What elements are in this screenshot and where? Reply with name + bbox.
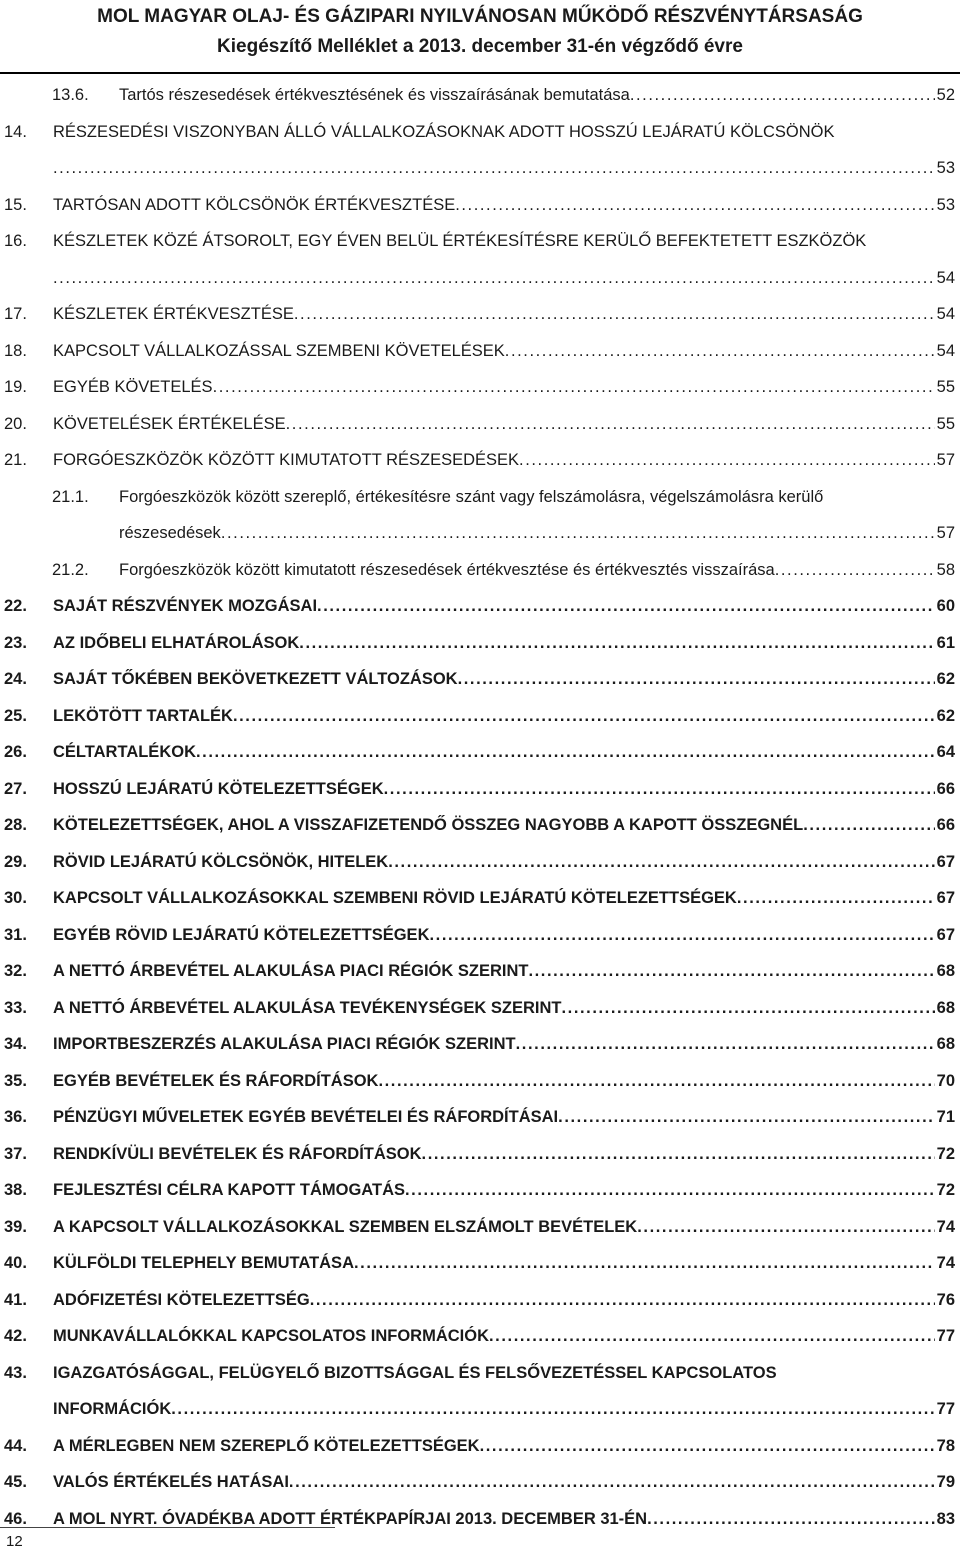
toc-entry-number: 21.2. bbox=[52, 560, 89, 579]
page-number: 12 bbox=[6, 1533, 23, 1550]
toc-entry[interactable] bbox=[0, 451, 960, 488]
toc-entry-number: 14. bbox=[4, 122, 27, 141]
toc-entry[interactable] bbox=[0, 926, 960, 963]
toc-entry[interactable] bbox=[0, 196, 960, 233]
toc-entry-number: 46. bbox=[4, 1509, 27, 1528]
toc-entry-page: 53 bbox=[936, 159, 955, 177]
toc-entry[interactable] bbox=[0, 1473, 960, 1510]
toc-entry-page: 54 bbox=[936, 305, 955, 323]
toc-entry-page: 58 bbox=[936, 560, 955, 579]
toc-entry-number: 24. bbox=[4, 670, 27, 688]
toc-entry-page: 67 bbox=[936, 852, 955, 871]
toc-leader-dots bbox=[647, 1510, 935, 1529]
document-subtitle: Kiegészítő Melléklet a 2013. december 31-én végződő évre bbox=[217, 36, 743, 57]
toc-entry-title: SAJÁT TŐKÉBEN BEKÖVETKEZETT VÁLTOZÁSOK bbox=[53, 670, 458, 688]
toc-leader-dots bbox=[233, 707, 935, 726]
toc-entry-number: 43. bbox=[4, 1363, 27, 1382]
toc-leader-dots bbox=[637, 1218, 934, 1237]
toc-leader-dots bbox=[562, 999, 935, 1018]
toc-entry-page: 66 bbox=[936, 779, 955, 798]
toc-entry-number: 30. bbox=[4, 889, 27, 907]
toc-entry-number: 22. bbox=[4, 597, 27, 615]
toc-entry-page: 66 bbox=[936, 816, 955, 834]
toc-leader-dots bbox=[299, 634, 934, 653]
toc-entry[interactable] bbox=[0, 1291, 960, 1328]
toc-leader-dots bbox=[458, 670, 935, 689]
toc-entry-page: 71 bbox=[936, 1108, 955, 1126]
toc-entry-title: KÉSZLETEK ÉRTÉKVESZTÉSE bbox=[53, 305, 294, 323]
toc-entry-page: 77 bbox=[936, 1327, 955, 1345]
toc-leader-dots bbox=[455, 196, 934, 215]
toc-leader-dots bbox=[630, 86, 935, 105]
toc-entry-number: 38. bbox=[4, 1181, 27, 1199]
toc-leader-dots bbox=[528, 962, 934, 981]
toc-entry-page: 57 bbox=[936, 451, 955, 469]
toc-entry-page: 68 bbox=[936, 1035, 955, 1053]
toc-entry-title: AZ IDŐBELI ELHATÁROLÁSOK bbox=[53, 633, 300, 652]
toc-leader-dots bbox=[171, 1400, 934, 1419]
toc-entry[interactable] bbox=[0, 561, 960, 598]
toc-leader-dots bbox=[505, 342, 935, 361]
toc-entry[interactable] bbox=[0, 999, 960, 1036]
toc-entry[interactable] bbox=[0, 1254, 960, 1291]
toc-entry-number: 20. bbox=[4, 414, 27, 433]
toc-entry-page: 55 bbox=[936, 414, 955, 433]
toc-entry-title: EGYÉB RÖVID LEJÁRATÚ KÖTELEZETTSÉGEK bbox=[53, 925, 430, 944]
toc-entry-number: 42. bbox=[4, 1327, 27, 1345]
toc-entry-title: KAPCSOLT VÁLLALKOZÁSOKKAL SZEMBENI RÖVID LEJÁRATÚ KÖTELEZETTSÉGEK bbox=[53, 889, 737, 907]
toc-entry-title: KAPCSOLT VÁLLALKOZÁSSAL SZEMBENI KÖVETELÉSEK bbox=[53, 341, 505, 360]
toc-entry-number: 33. bbox=[4, 998, 27, 1017]
toc-entry-page: 78 bbox=[936, 1436, 955, 1455]
toc-entry[interactable] bbox=[0, 305, 960, 342]
toc-entry-number: 36. bbox=[4, 1108, 27, 1126]
toc-entry-number: 18. bbox=[4, 341, 27, 360]
toc-entry-number: 40. bbox=[4, 1254, 27, 1272]
toc-entry-page: 83 bbox=[936, 1509, 955, 1528]
toc-entry[interactable] bbox=[0, 1072, 960, 1109]
toc-entry[interactable] bbox=[0, 1108, 960, 1145]
toc-entry[interactable] bbox=[0, 670, 960, 707]
toc-entry-title-continued: INFORMÁCIÓK bbox=[53, 1400, 172, 1418]
toc-entry-page: 79 bbox=[936, 1473, 955, 1491]
toc-leader-dots bbox=[213, 378, 935, 397]
toc-entry-number: 45. bbox=[4, 1473, 27, 1491]
toc-entry-title: LEKÖTÖTT TARTALÉK bbox=[53, 706, 233, 725]
toc-entry-title: FEJLESZTÉSI CÉLRA KAPOTT TÁMOGATÁS bbox=[53, 1181, 406, 1199]
toc-entry-page: 74 bbox=[936, 1217, 955, 1236]
toc-entry[interactable] bbox=[0, 1218, 960, 1255]
toc-entry-number: 27. bbox=[4, 779, 27, 798]
toc-entry[interactable] bbox=[0, 1145, 960, 1182]
toc-entry-title: MUNKAVÁLLALÓKKAL KAPCSOLATOS INFORMÁCIÓK bbox=[53, 1327, 490, 1345]
toc-entry-number: 21. bbox=[4, 451, 27, 469]
toc-leader-dots bbox=[294, 305, 935, 324]
toc-entry-number: 16. bbox=[4, 232, 27, 250]
toc-leader-dots bbox=[388, 853, 934, 872]
toc-entry[interactable] bbox=[0, 816, 960, 853]
toc-entry[interactable] bbox=[0, 634, 960, 671]
toc-entry[interactable] bbox=[0, 488, 960, 561]
toc-entry-title: EGYÉB KÖVETELÉS bbox=[53, 378, 213, 396]
toc-entry-title-continued: részesedések bbox=[119, 524, 221, 542]
toc-leader-dots bbox=[196, 743, 935, 762]
toc-entry-number: 39. bbox=[4, 1217, 27, 1236]
toc-entry-title: CÉLTARTALÉKOK bbox=[53, 743, 196, 761]
toc-leader-dots bbox=[53, 159, 935, 178]
toc-entry-number: 37. bbox=[4, 1144, 27, 1163]
toc-entry-page: 74 bbox=[936, 1254, 955, 1272]
toc-leader-dots bbox=[354, 1254, 935, 1273]
toc-entry-number: 29. bbox=[4, 852, 27, 871]
company-name: MOL MAGYAR OLAJ- ÉS GÁZIPARI NYILVÁNOSAN MŰKÖDŐ RÉSZVÉNYTÁRSASÁG bbox=[97, 6, 863, 27]
toc-leader-dots bbox=[803, 816, 934, 835]
toc-entry-number: 19. bbox=[4, 378, 27, 396]
toc-entry-title: FORGÓESZKÖZÖK KÖZÖTT KIMUTATOTT RÉSZESEDÉSEK bbox=[53, 451, 520, 469]
toc-entry[interactable] bbox=[0, 1327, 960, 1364]
toc-entry-title: TARTÓSAN ADOTT KÖLCSÖNÖK ÉRTÉKVESZTÉSE bbox=[53, 195, 456, 214]
toc-leader-dots bbox=[480, 1437, 935, 1456]
toc-entry[interactable] bbox=[0, 743, 960, 780]
toc-entry-page: 61 bbox=[936, 633, 955, 652]
toc-entry-number: 34. bbox=[4, 1035, 27, 1053]
header-divider bbox=[0, 72, 960, 74]
toc-leader-dots bbox=[310, 1291, 935, 1310]
toc-leader-dots bbox=[378, 1072, 934, 1091]
toc-leader-dots bbox=[516, 1035, 935, 1054]
toc-entry-title: HOSSZÚ LEJÁRATÚ KÖTELEZETTSÉGEK bbox=[53, 779, 384, 798]
toc-entry-page: 54 bbox=[936, 268, 955, 287]
toc-entry-page: 62 bbox=[936, 706, 955, 725]
toc-entry-page: 76 bbox=[936, 1290, 955, 1309]
toc-entry-page: 68 bbox=[936, 962, 955, 980]
toc-entry-number: 28. bbox=[4, 816, 27, 834]
toc-leader-dots bbox=[289, 1473, 935, 1492]
toc-entry-page: 77 bbox=[936, 1400, 955, 1418]
toc-entry[interactable] bbox=[0, 707, 960, 744]
toc-entry-number: 25. bbox=[4, 706, 27, 725]
toc-entry-number: 21.1. bbox=[52, 487, 89, 506]
toc-entry-page: 67 bbox=[936, 925, 955, 944]
toc-entry-number: 26. bbox=[4, 743, 27, 761]
toc-entry-title: Forgóeszközök között szereplő, értékesítésre szánt vagy felszámolásra, végelszámolásra kerülő bbox=[119, 487, 824, 506]
toc-entry[interactable] bbox=[0, 342, 960, 379]
toc-entry-page: 72 bbox=[936, 1144, 955, 1163]
toc-entry-title: KÜLFÖLDI TELEPHELY BEMUTATÁSA bbox=[53, 1254, 354, 1272]
toc-leader-dots bbox=[429, 926, 934, 945]
toc-entry-number: 44. bbox=[4, 1436, 27, 1455]
toc-entry[interactable] bbox=[0, 1437, 960, 1474]
toc-entry-page: 70 bbox=[936, 1071, 955, 1090]
toc-entry-title: Tartós részesedések értékvesztésének és visszaírásának bemutatása bbox=[119, 86, 630, 104]
toc-leader-dots bbox=[317, 597, 935, 616]
toc-entry-title: IMPORTBESZERZÉS ALAKULÁSA PIACI RÉGIÓK SZERINT bbox=[53, 1035, 516, 1053]
toc-leader-dots bbox=[286, 415, 935, 434]
footer-divider bbox=[0, 1527, 335, 1528]
toc-entry-title: KÖTELEZETTSÉGEK, AHOL A VISSZAFIZETENDŐ ÖSSZEG NAGYOBB A KAPOTT ÖSSZEGNÉL bbox=[53, 816, 804, 834]
toc-entry-title: RENDKÍVÜLI BEVÉTELEK ÉS RÁFORDÍTÁSOK bbox=[53, 1144, 422, 1163]
toc-entry-title: KÖVETELÉSEK ÉRTÉKELÉSE bbox=[53, 414, 286, 433]
toc-entry[interactable] bbox=[0, 415, 960, 452]
toc-entry-number: 17. bbox=[4, 305, 27, 323]
toc-entry[interactable] bbox=[0, 780, 960, 817]
toc-leader-dots bbox=[775, 561, 935, 580]
toc-entry-page: 54 bbox=[936, 341, 955, 360]
toc-entry-page: 72 bbox=[936, 1181, 955, 1199]
toc-leader-dots bbox=[422, 1145, 935, 1164]
toc-entry[interactable] bbox=[0, 1364, 960, 1437]
toc-entry-title: RÖVID LEJÁRATÚ KÖLCSÖNÖK, HITELEK bbox=[53, 852, 389, 871]
toc-entry-title: A NETTÓ ÁRBEVÉTEL ALAKULÁSA PIACI RÉGIÓK SZERINT bbox=[53, 962, 529, 980]
toc-leader-dots bbox=[558, 1108, 934, 1127]
toc-entry[interactable] bbox=[0, 86, 960, 123]
toc-entry-number: 13.6. bbox=[52, 86, 89, 104]
toc-entry[interactable] bbox=[0, 232, 960, 305]
toc-entry-page: 68 bbox=[936, 998, 955, 1017]
toc-leader-dots bbox=[405, 1181, 935, 1200]
toc-entry-page: 60 bbox=[936, 597, 955, 615]
toc-leader-dots bbox=[519, 451, 935, 470]
toc-entry-title: A MOL NYRT. ÓVADÉKBA ADOTT ÉRTÉKPAPÍRJAI 2013. DECEMBER 31-ÉN bbox=[53, 1509, 648, 1528]
toc-leader-dots bbox=[53, 269, 935, 288]
toc-entry[interactable] bbox=[0, 889, 960, 926]
toc-entry[interactable] bbox=[0, 378, 960, 415]
toc-entry-page: 52 bbox=[936, 86, 955, 104]
toc-entry-title: A MÉRLEGBEN NEM SZEREPLŐ KÖTELEZETTSÉGEK bbox=[53, 1436, 480, 1455]
toc-entry[interactable] bbox=[0, 1181, 960, 1218]
toc-entry-page: 57 bbox=[936, 524, 955, 542]
toc-entry[interactable] bbox=[0, 597, 960, 634]
toc-entry-number: 32. bbox=[4, 962, 27, 980]
toc-entry-title: Forgóeszközök között kimutatott részesedések értékvesztése és értékvesztés visszaírása bbox=[119, 560, 775, 579]
toc-entry-title: A NETTÓ ÁRBEVÉTEL ALAKULÁSA TEVÉKENYSÉGEK SZERINT bbox=[53, 998, 562, 1017]
toc-entry[interactable] bbox=[0, 1035, 960, 1072]
toc-entry-page: 53 bbox=[936, 195, 955, 214]
toc-entry-number: 23. bbox=[4, 633, 27, 652]
document-header bbox=[0, 0, 960, 62]
toc-entry-title: VALÓS ÉRTÉKELÉS HATÁSAI bbox=[53, 1473, 289, 1491]
table-of-contents bbox=[0, 86, 960, 1546]
toc-entry-page: 55 bbox=[936, 378, 955, 396]
toc-entry-page: 62 bbox=[936, 670, 955, 688]
toc-entry[interactable] bbox=[0, 853, 960, 890]
toc-entry-page: 64 bbox=[936, 743, 955, 761]
toc-entry-number: 35. bbox=[4, 1071, 27, 1090]
toc-entry[interactable] bbox=[0, 123, 960, 196]
toc-entry[interactable] bbox=[0, 962, 960, 999]
toc-entry-number: 31. bbox=[4, 925, 27, 944]
toc-entry-title: A KAPCSOLT VÁLLALKOZÁSOKKAL SZEMBEN ELSZÁMOLT BEVÉTELEK bbox=[53, 1217, 638, 1236]
toc-entry-title: PÉNZÜGYI MŰVELETEK EGYÉB BEVÉTELEI ÉS RÁFORDÍTÁSAI bbox=[53, 1108, 559, 1126]
toc-entry-number: 41. bbox=[4, 1290, 27, 1309]
toc-entry-title: KÉSZLETEK KÖZÉ ÁTSOROLT, EGY ÉVEN BELÜL ÉRTÉKESÍTÉSRE KERÜLŐ BEFEKTETETT ESZKÖZÖK bbox=[53, 232, 867, 250]
toc-entry-title: IGAZGATÓSÁGGAL, FELÜGYELŐ BIZOTTSÁGGAL ÉS FELSŐVEZETÉSSEL KAPCSOLATOS bbox=[53, 1363, 777, 1382]
toc-entry-title: ADÓFIZETÉSI KÖTELEZETTSÉG bbox=[53, 1290, 310, 1309]
toc-entry-number: 15. bbox=[4, 195, 27, 214]
toc-leader-dots bbox=[384, 780, 935, 799]
toc-entry-title: EGYÉB BEVÉTELEK ÉS RÁFORDÍTÁSOK bbox=[53, 1071, 379, 1090]
toc-entry-title: RÉSZESEDÉSI VISZONYBAN ÁLLÓ VÁLLALKOZÁSOKNAK ADOTT HOSSZÚ LEJÁRATÚ KÖLCSÖNÖK bbox=[53, 122, 835, 141]
toc-leader-dots bbox=[737, 889, 935, 908]
toc-entry-title: SAJÁT RÉSZVÉNYEK MOZGÁSAI bbox=[53, 597, 318, 615]
toc-leader-dots bbox=[221, 524, 935, 543]
toc-entry-page: 67 bbox=[936, 889, 955, 907]
toc-leader-dots bbox=[489, 1327, 935, 1346]
